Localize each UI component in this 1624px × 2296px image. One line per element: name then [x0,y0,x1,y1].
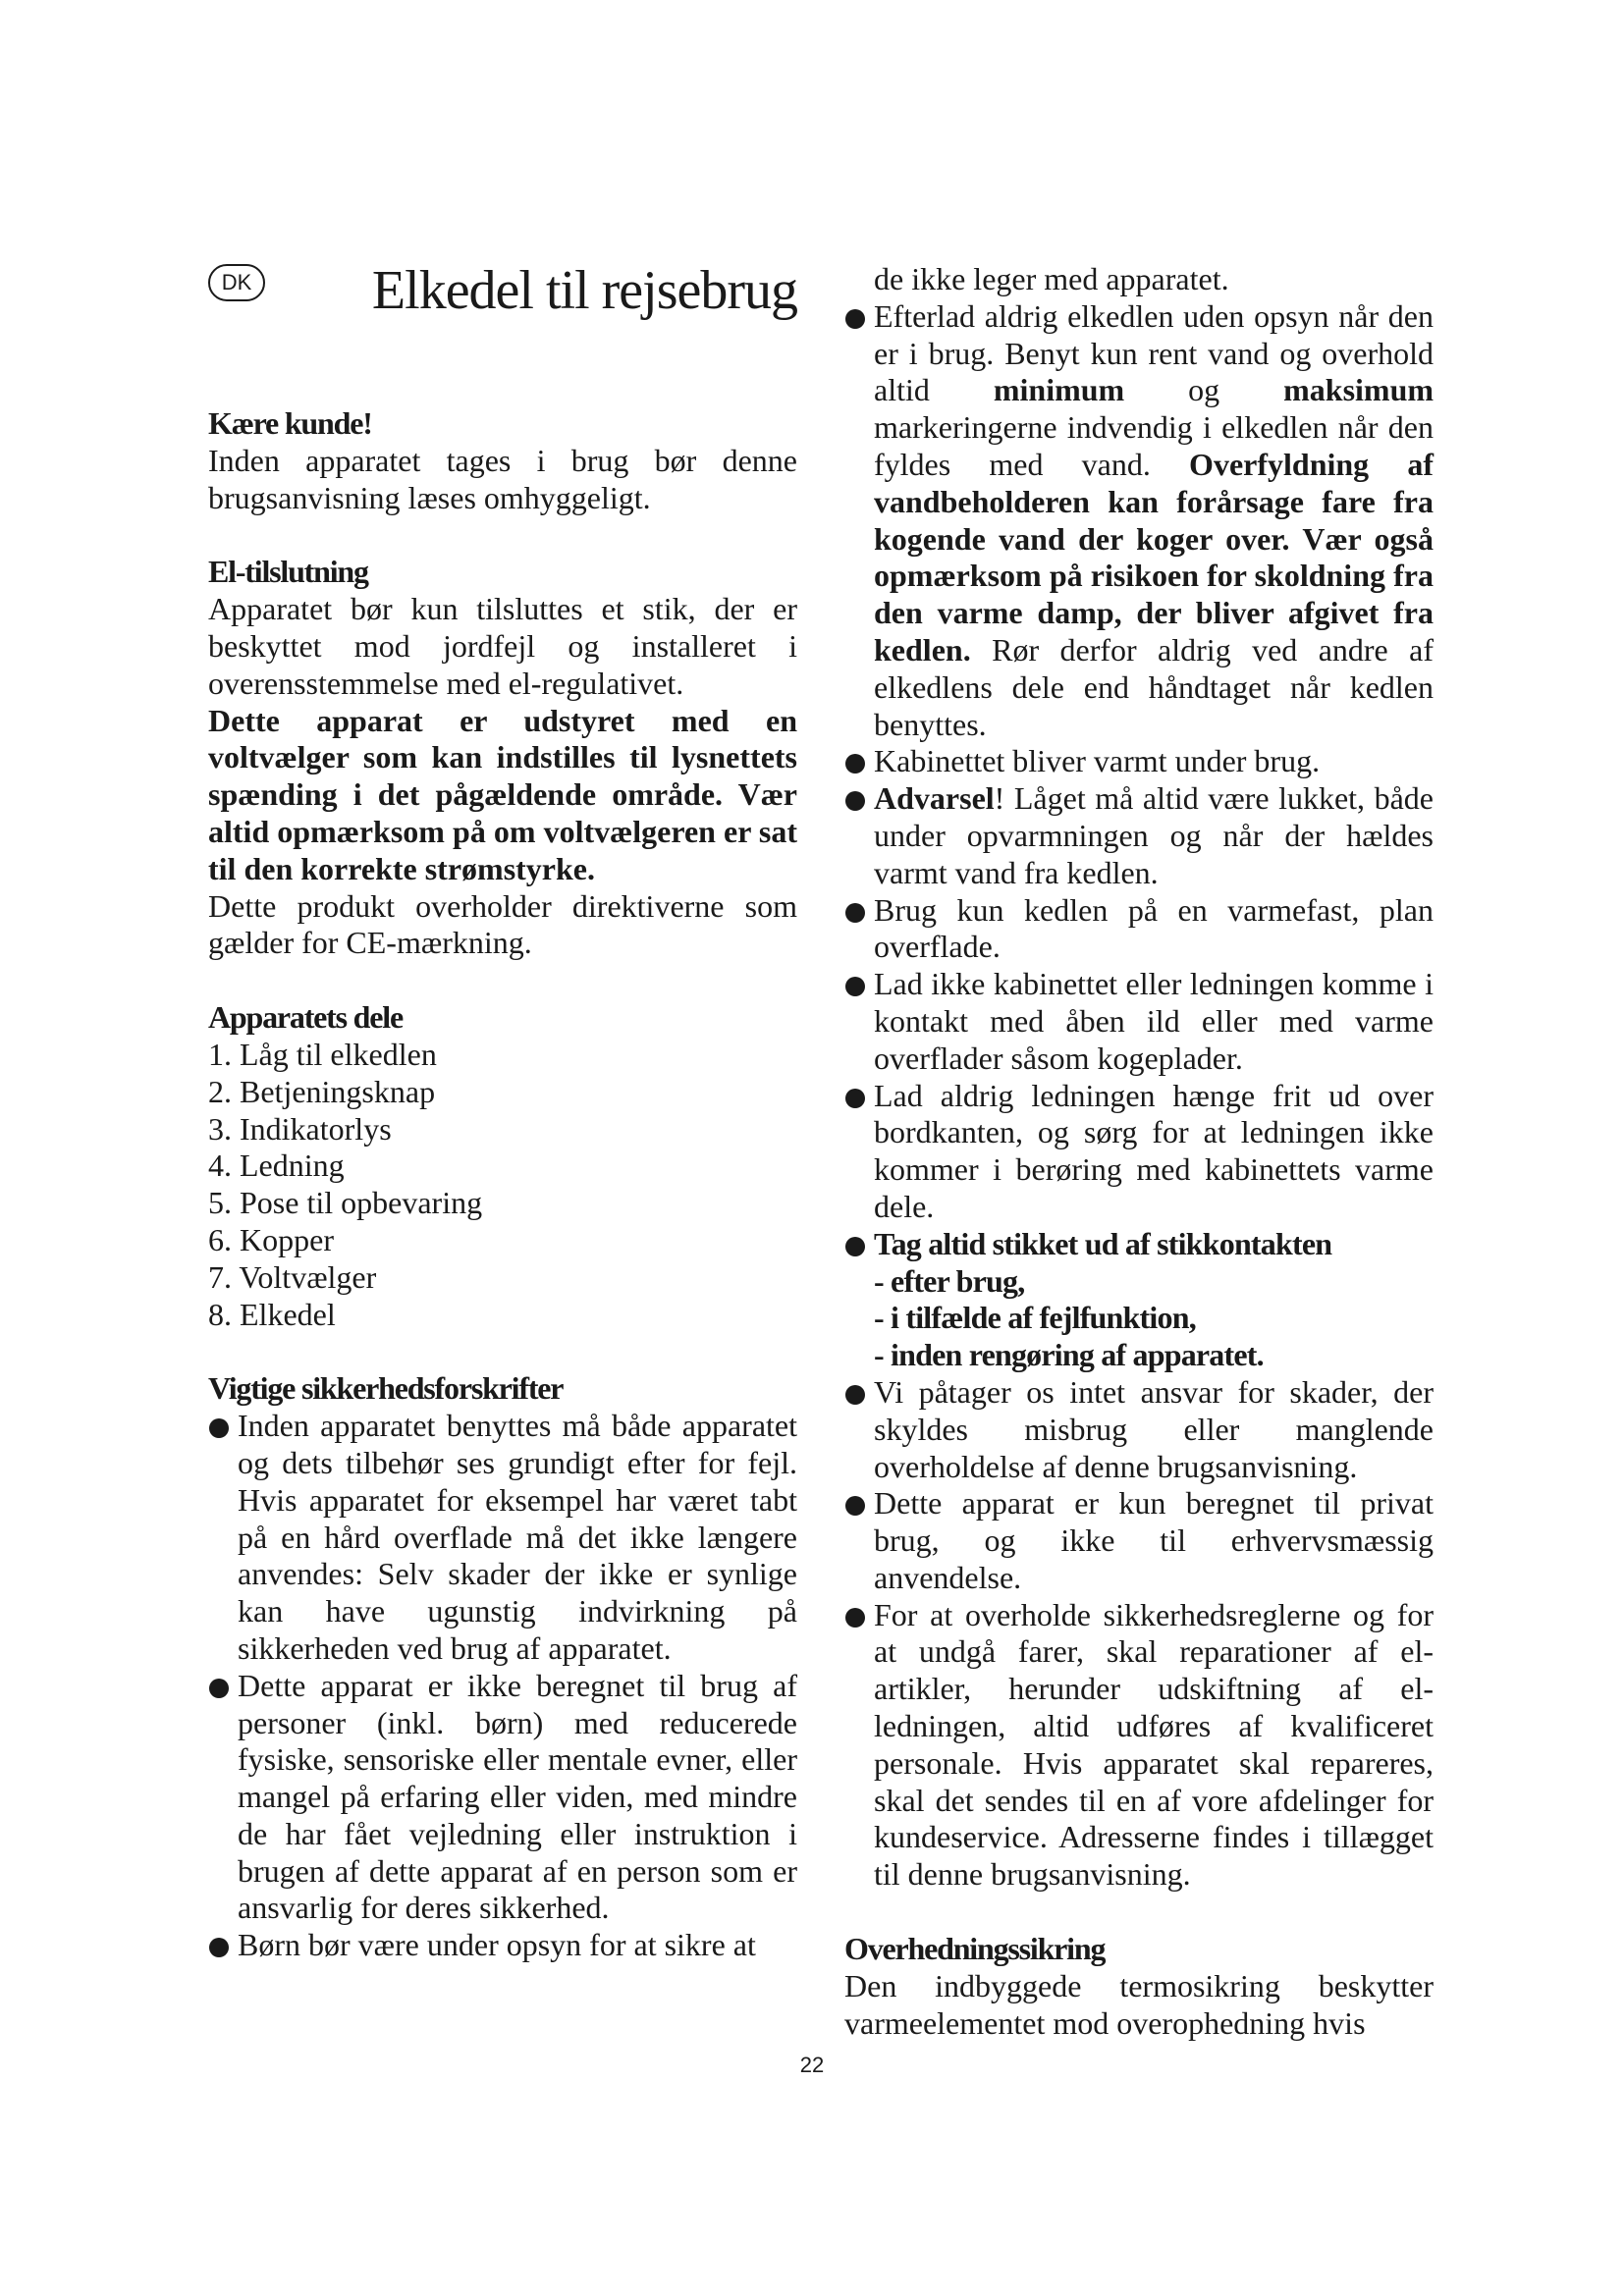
warning-item: Advarsel! Låget må altid være lukket, både under opvarmningen og når der hældes varmt vand fra kedlen. [844,780,1434,891]
unplug-item: Tag altid stikket ud af stikkontakten [844,1226,1434,1263]
unplug-sub-item: - i tilfælde af fejlfunktion, [874,1300,1196,1336]
repairs-item: For at overholde sikkerhedsreglerne og for at undgå farer, skal reparationer af el-artikler, herunder udskiftning af el-ledningen, altid udføres af kvalificeret personale. Hvis apparatet skal repareres, skal det sendes til en af vore afdelinger for kundeservice. Adresserne findes i tillægget til denne brugsanvisning. [844,1597,1434,1894]
ce-marking-text: Dette produkt overholder direktiverne som gælder for CE-mærkning. [208,887,797,961]
electrical-text: Apparatet bør kun tilsluttes et stik, der er beskyttet mod jordfejl og installeret i overensstemmelse med el-regulativet. [208,591,797,701]
parts-list-item: 5. Pose til opbevaring [208,1185,483,1221]
safety-list-item: Inden apparatet benyttes må både apparatet og dets tilbehør ses grundigt efter for fejl. Hvis apparatet for eksempel har været tabt på en hård overflade må det ikke længere anvendes: Selv skader der ikke er synlige kan have ugunstig indvirkning på sikkerheden ved brug af apparatet. [208,1408,797,1668]
parts-heading: Apparatets dele [208,999,403,1036]
parts-list-item: 7. Voltvælger [208,1258,377,1295]
safety-list [208,1408,797,1964]
cord-item: Lad aldrig ledningen hænge frit ud over bordkanten, og sørg for at ledningen ikke kommer i berøring med kabinettets varme dele. [844,1078,1434,1226]
safety-list-item: Dette apparat er ikke beregnet til brug af personer (inkl. børn) med reducerede fysiske, sensoriske eller mentale evner, eller mangel på erfaring eller viden, med mindre de har fået vejledning eller instruktion i brugen af dette apparat af en person som er ansvarlig for deres sikkerhed. [208,1668,797,1928]
safety-heading: Vigtige sikkerhedsforskrifter [208,1370,564,1407]
unplug-sub-item: - inden rengøring af apparatet. [874,1337,1264,1373]
right-column [844,261,1434,2042]
safety-list-continued [844,298,1434,1263]
parts-list-item: 4. Ledning [208,1148,345,1184]
warning-label: Advarsel [874,780,995,817]
voltage-selector-warning: Dette apparat er udstyret med en voltvælger som kan indstilles til lysnettets spænding i det pågældende område. Vær altid opmærksom på om voltvælgeren er sat til den korrekte strømstyrke. [208,702,797,886]
continued-text: de ikke leger med apparatet. [874,261,1229,296]
safety-list-item: Børn bør være under opsyn for at sikre at [208,1927,797,1964]
safety-list-tail [844,1374,1434,1894]
overheat-heading: Overhedningssikring [844,1931,1106,1967]
parts-list-item: 2. Betjeningsknap [208,1073,436,1109]
housing-hot-item: Kabinettet bliver varmt under brug. [844,743,1434,780]
overheat-text: Den indbyggede termosikring beskytter varmeelementet mod overophedning hvis [844,1967,1434,2041]
liability-item: Vi påtager os intet ansvar for skader, der skyldes misbrug eller manglende overholdelse af denne brugsanvisning. [844,1374,1434,1485]
left-column [208,260,797,1964]
open-flame-item: Lad ikke kabinettet eller ledningen komme i kontakt med åben ild eller med varme overflader såsom kogeplader. [844,966,1434,1077]
private-use-item: Dette apparat er kun beregnet til privat brug, og ikke til erhvervsmæssig anvendelse. [844,1485,1434,1596]
greeting-heading: Kære kunde! [208,405,372,441]
parts-list-item: 3. Indikatorlys [208,1110,392,1147]
greeting-text: Inden apparatet tages i brug bør denne brugsanvisning læses omhyggeligt. [208,442,797,515]
electrical-heading: El-tilslutning [208,554,368,590]
language-badge: DK [208,264,265,301]
parts-list [208,1037,797,1333]
page-title: Elkedel til rejsebrug [371,260,797,321]
unplug-sub-item: - efter brug, [874,1262,1025,1299]
parts-list-item: 6. Kopper [208,1221,334,1257]
unattended-item: Efterlad aldrig elkedlen uden opsyn når den er i brug. Benyt kun rent vand og overhold altid minimum og maksimum markeringerne indvendig i elkedlen når den fyldes med vand. Overfyldning af vandbeholderen kan forårsage fare fra kogende vand der koger over. Vær også opmærksom på risikoen for skoldning fra den varme damp, der bliver afgivet fra kedlen. Rør derfor aldrig ved andre af elkedlens dele end håndtaget når kedlen benyttes. [844,298,1434,744]
title-row [208,260,797,329]
parts-list-item: 1. Låg til elkedlen [208,1036,437,1072]
parts-list-item: 8. Elkedel [208,1296,336,1332]
surface-item: Brug kun kedlen på en varmefast, plan overflade. [844,892,1434,967]
page-number: 22 [799,2053,825,2077]
